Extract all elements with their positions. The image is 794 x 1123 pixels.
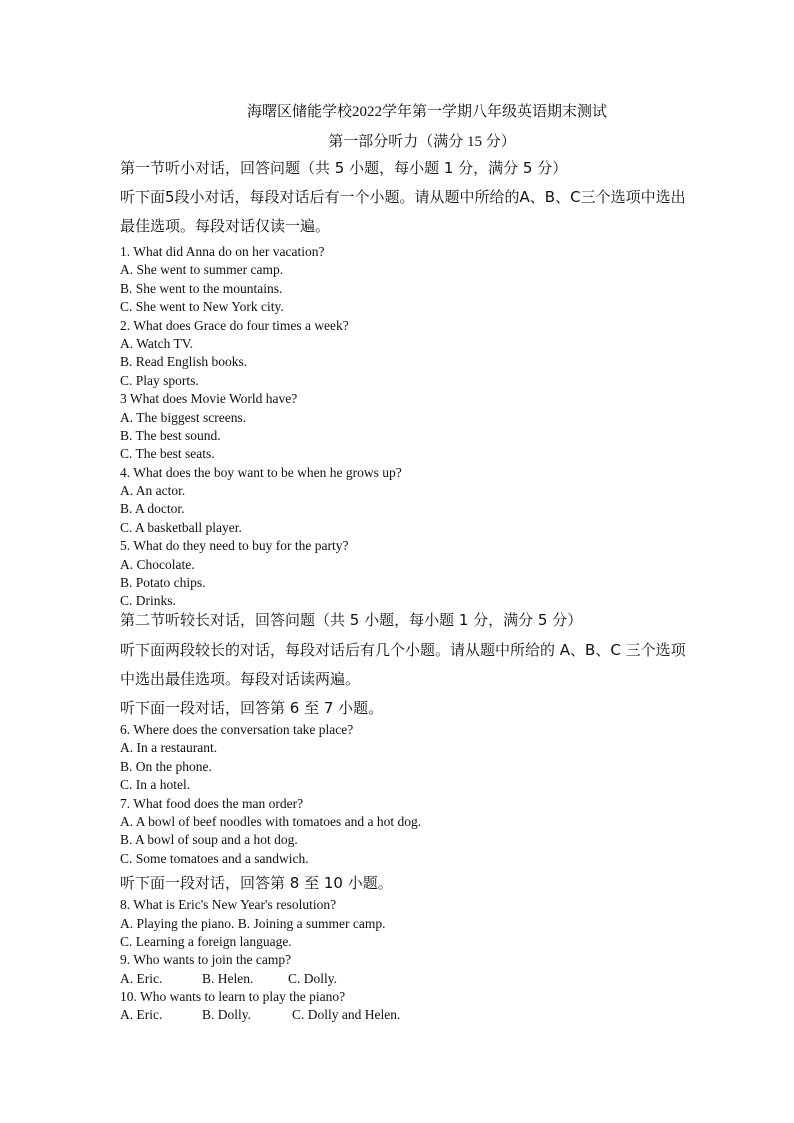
question-line: C. Play sports. — [120, 372, 199, 388]
question-line: B. She went to the mountains. — [120, 280, 283, 296]
section1-questions — [120, 243, 690, 611]
question-line: 8. What is Eric's New Year's resolution? — [120, 897, 337, 913]
question-line: C. Drinks. — [120, 593, 176, 609]
option-line: C. Learning a foreign language. — [120, 933, 292, 949]
question-line: C. In a hotel. — [120, 777, 191, 793]
question-line: B. The best sound. — [120, 427, 221, 443]
question-line: B. On the phone. — [120, 758, 212, 774]
section2-instruction: 听下面两段较长的对话，每段对话后有几个小题。请从题中所给的 A、B、C 三个选项中选出最佳选项。每段对话读两遍。 — [120, 641, 686, 688]
question-line: 10. Who wants to learn to play the piano? — [120, 989, 346, 1005]
question-line: 3 What does Movie World have? — [120, 391, 298, 407]
section2 — [120, 608, 690, 1025]
question-line: B. Read English books. — [120, 354, 248, 370]
section1-instruction: 听下面5段小对话，每段对话后有一个小题。请从题中所给的A、B、C三个选项中选出最佳选项。每段对话仅读一遍。 — [120, 188, 686, 235]
question-line: C. Some tomatoes and a sandwich. — [120, 850, 309, 866]
question-line: B. Potato chips. — [120, 575, 206, 591]
question-line: B. A bowl of soup and a hot dog. — [120, 832, 298, 848]
question-line: 2. What does Grace do four times a week? — [120, 317, 349, 333]
part-title: 第一部分听力（满分 15 分） — [328, 134, 516, 150]
question-line: A. Chocolate. — [120, 556, 195, 572]
option: B. Helen. — [202, 970, 254, 986]
section1 — [120, 156, 690, 611]
question-line: 5. What do they need to buy for the party? — [120, 538, 349, 554]
question-line: A. She went to summer camp. — [120, 262, 284, 278]
option-line: A. Playing the piano. B. Joining a summer camp. — [120, 915, 386, 931]
question-line: 9. Who wants to join the camp? — [120, 952, 292, 968]
question-line: 4. What does the boy want to be when he grows up? — [120, 464, 402, 480]
section1-heading: 第一节听小对话，回答问题（共 5 小题，每小题 1 分，满分 5 分） — [120, 159, 568, 177]
dialog2-questions — [120, 896, 690, 1025]
question-line: B. A doctor. — [120, 501, 185, 517]
question-line: C. The best seats. — [120, 446, 215, 462]
question-line: A. In a restaurant. — [120, 740, 218, 756]
question-line: A. An actor. — [120, 483, 186, 499]
option: B. Dolly. — [202, 1007, 252, 1023]
option: C. Dolly. — [288, 970, 338, 986]
q9-options — [120, 970, 690, 988]
question-line: 7. What food does the man order? — [120, 795, 304, 811]
question-line: 1. What did Anna do on her vacation? — [120, 244, 325, 259]
option: C. Dolly and Helen. — [292, 1007, 401, 1023]
question-line: A. Watch TV. — [120, 335, 194, 351]
dialog1-questions — [120, 721, 690, 868]
dialog1-heading: 听下面一段对话，回答第 6 至 7 小题。 — [120, 699, 384, 717]
option: A. Eric. — [120, 970, 163, 986]
question-line: C. A basketball player. — [120, 519, 242, 535]
question-line: A. A bowl of beef noodles with tomatoes and a hot dog. — [120, 813, 422, 829]
question-line: C. She went to New York city. — [120, 299, 284, 315]
section2-heading: 第二节听较长对话，回答问题（共 5 小题，每小题 1 分，满分 5 分） — [120, 611, 583, 629]
question-line: 6. Where does the conversation take place? — [120, 722, 354, 737]
dialog2-heading: 听下面一段对话，回答第 8 至 10 小题。 — [120, 874, 393, 893]
q10-options — [120, 1006, 690, 1024]
exam-title: 海曙区储能学校2022学年第一学期八年级英语期末测试 — [246, 104, 607, 120]
question-line: A. The biggest screens. — [120, 409, 247, 425]
option: A. Eric. — [120, 1007, 163, 1023]
